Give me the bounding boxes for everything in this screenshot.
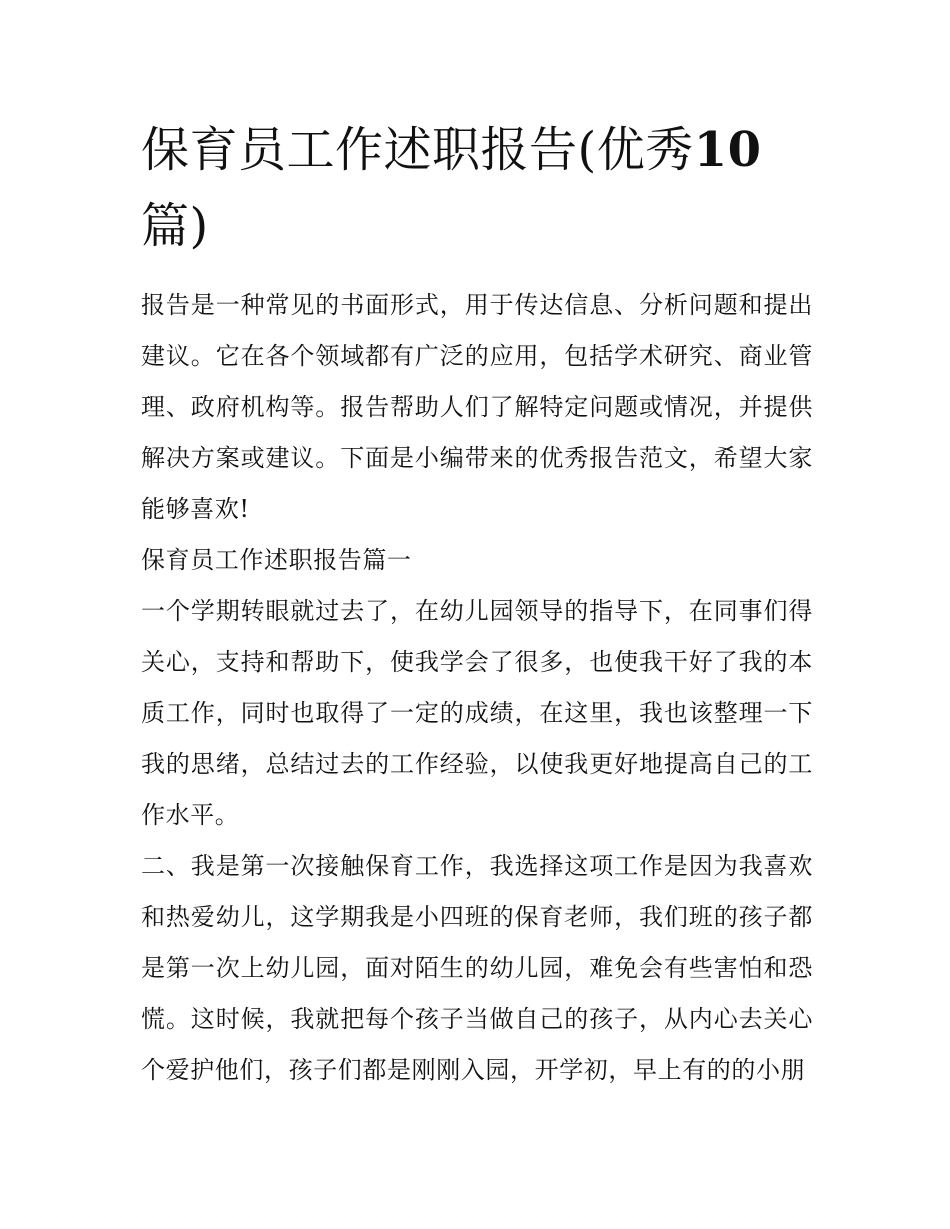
document-content: [141, 112, 813, 1096]
document-title: 保育员工作述职报告(优秀10篇): [141, 122, 762, 254]
body-paragraph: 一个学期转眼就过去了，在幼儿园领导的指导下，在同事们得关心，支持和帮助下，使我学会了很多，也使我干好了我的本质工作，同时也取得了一定的成绩，在这里，我也该整理一下我的思绪，总结过去的工作经验，以使我更好地提高自己的工作水平。: [141, 597, 813, 829]
intro-paragraph: 报告是一种常见的书面形式，用于传达信息、分析问题和提出建议。它在各个领域都有广泛的应用，包括学术研究、商业管理、政府机构等。报告帮助人们了解特定问题或情况，并提供解决方案或建议。下面是小编带来的优秀报告范文，希望大家能够喜欢!: [141, 291, 813, 523]
body-paragraph: 二、我是第一次接触保育工作，我选择这项工作是因为我喜欢和热爱幼儿，这学期我是小四班的保育老师，我们班的孩子都是第一次上幼儿园，面对陌生的幼儿园，难免会有些害怕和恐慌。这时候，我就把每个孩子当做自己的孩子，从内心去关心个爱护他们，孩子们都是刚刚入园，开学初，早上有的的小朋: [141, 852, 813, 1084]
title-number: 10: [693, 122, 762, 178]
section-heading: 保育员工作述职报告篇一: [141, 546, 412, 574]
